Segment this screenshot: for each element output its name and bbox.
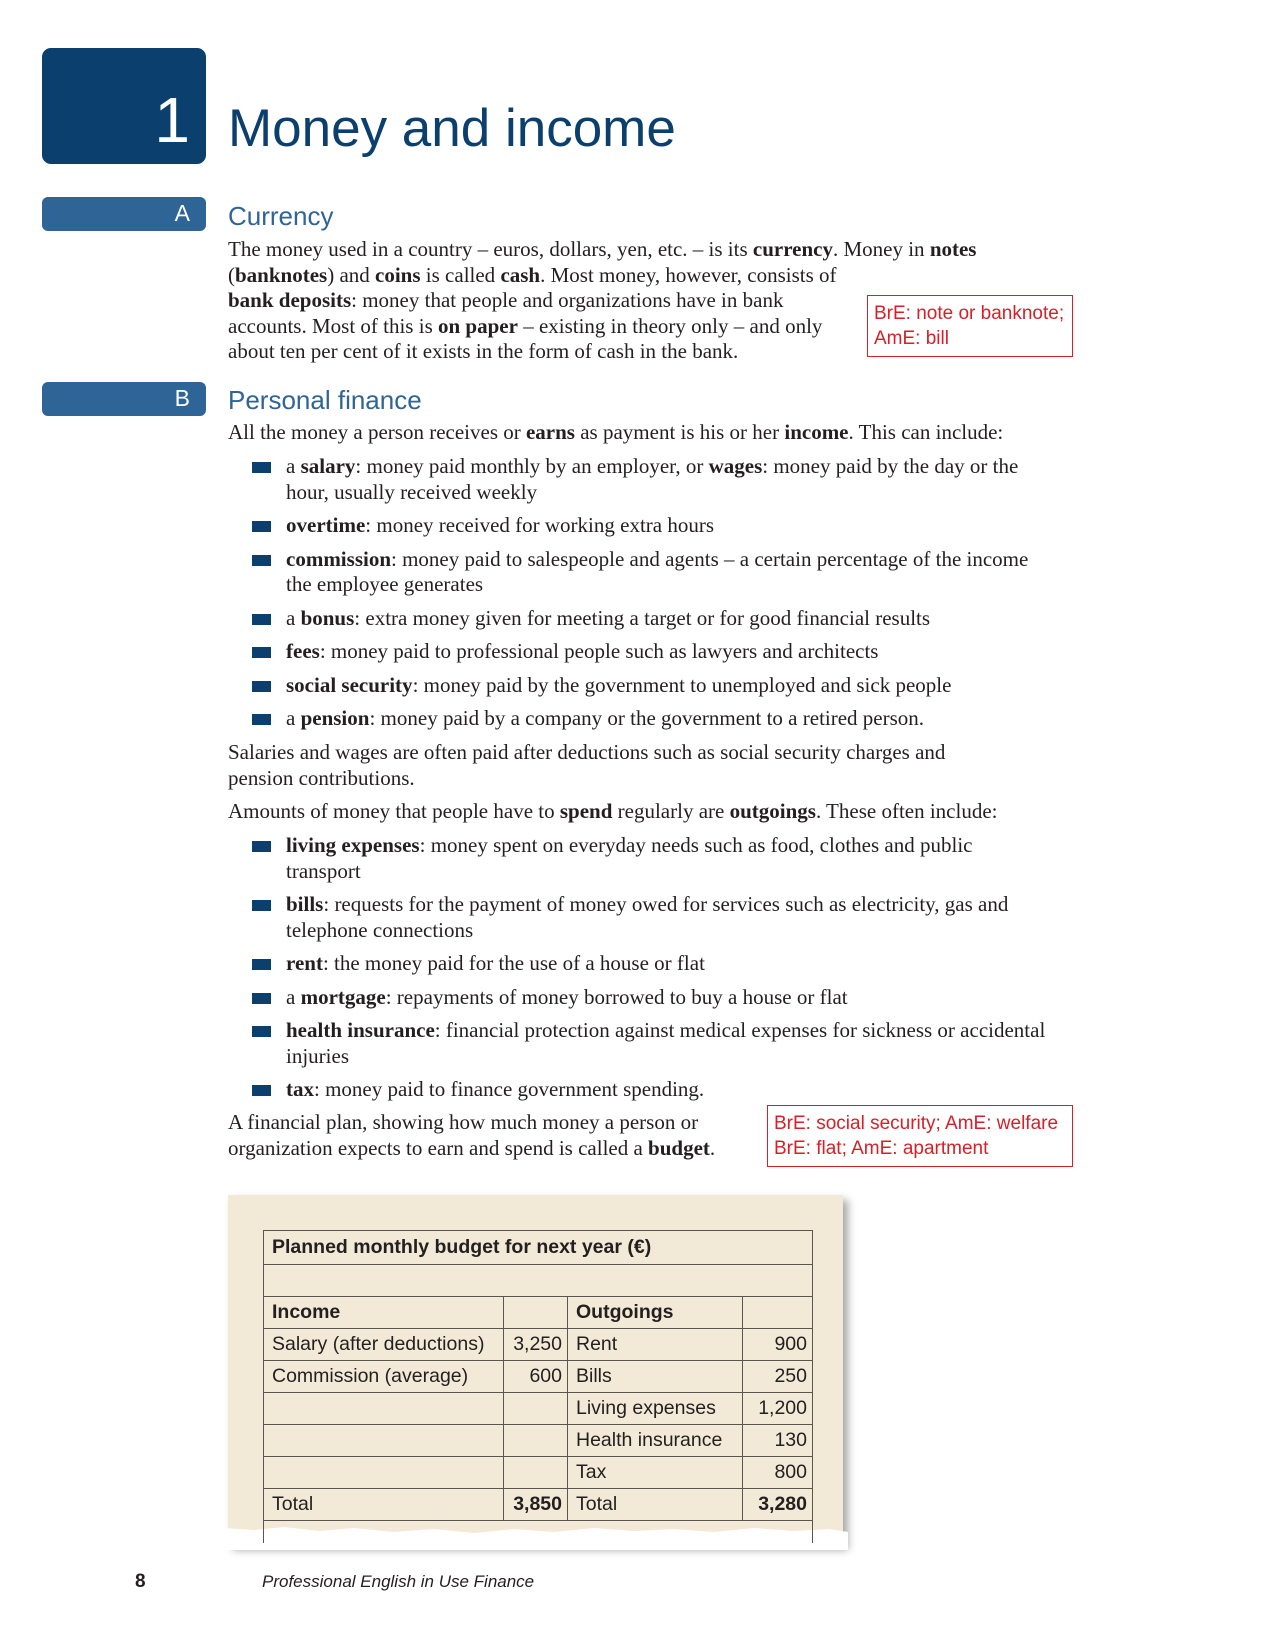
key-term: wages	[708, 454, 763, 478]
income-label: Salary (after deductions)	[264, 1329, 504, 1361]
square-bullet-icon	[252, 462, 271, 473]
key-term: cash	[500, 262, 541, 287]
key-term: notes	[929, 237, 977, 261]
page-number: 8	[135, 1571, 146, 1592]
budget-table	[263, 1230, 813, 1543]
section-a-title: Currency	[228, 201, 334, 231]
income-value: 3,250	[504, 1329, 568, 1361]
list-item: overtime: money received for working extra hours	[252, 513, 1082, 539]
list-item: a bonus: extra money given for meeting a target or for good financial results	[252, 606, 1082, 632]
income-list	[252, 454, 1082, 740]
square-bullet-icon	[252, 647, 271, 658]
key-term: income	[784, 420, 849, 444]
square-bullet-icon	[252, 1085, 271, 1096]
currency-language-note	[867, 295, 1073, 357]
square-bullet-icon	[252, 993, 271, 1004]
key-term: bank deposits	[228, 288, 352, 312]
outgoing-value: 800	[743, 1457, 813, 1489]
income-label	[264, 1457, 504, 1489]
unit-title: Money and income	[228, 99, 676, 158]
outgoing-value: 250	[743, 1361, 813, 1393]
list-item: living expenses: money spent on everyday needs such as food, clothes and public transport	[252, 833, 1082, 884]
list-item: a salary: money paid monthly by an employer, or wages: money paid by the day or the hour, usually received weekly	[252, 454, 1082, 505]
key-term: social security	[286, 672, 413, 697]
key-term: bills	[286, 892, 324, 916]
key-term: tax	[286, 1077, 314, 1101]
outgoing-label: Bills	[568, 1361, 743, 1393]
key-term: currency	[752, 237, 833, 261]
key-term: overtime	[286, 513, 366, 537]
table-row	[264, 1393, 813, 1425]
section-b-tab	[42, 382, 206, 416]
key-term: budget	[648, 1135, 710, 1160]
outgoings-total-value: 3,280	[743, 1489, 813, 1521]
note-line: BrE: note or banknote;	[874, 303, 1065, 324]
income-label	[264, 1425, 504, 1457]
unit-number: 1	[154, 84, 190, 156]
list-item: rent: the money paid for the use of a house or flat	[252, 951, 1082, 977]
outgoing-label: Tax	[568, 1457, 743, 1489]
square-bullet-icon	[252, 521, 271, 532]
currency-paragraph: The money used in a country – euros, dollars, yen, etc. – is its currency. Money in notes (banknotes) and coins is called cash. Most money, however, consists of bank deposits: money that people and organizations have in bank accounts. Most of this is on paper – existing in theory only – and only about ten per cent of it exists in the form of cash in the bank.	[228, 237, 977, 363]
book-title-footer: Professional English in Use Finance	[262, 1572, 535, 1591]
note-line: BrE: flat; AmE: apartment	[774, 1138, 989, 1159]
income-header: Income	[264, 1297, 504, 1329]
outgoing-value: 1,200	[743, 1393, 813, 1425]
budget-torn-row	[264, 1521, 813, 1543]
outgoings-intro: Amounts of money that people have to spend regularly are outgoings. These often include:	[228, 799, 998, 823]
income-value: 600	[504, 1361, 568, 1393]
deductions-paragraph: Salaries and wages are often paid after deductions such as social security charges and pension contributions.	[228, 740, 946, 790]
list-item: a pension: money paid by a company or the government to a retired person.	[252, 706, 1082, 732]
list-item: a mortgage: repayments of money borrowed to buy a house or flat	[252, 985, 1082, 1011]
key-term: living expenses	[286, 833, 420, 857]
outgoing-label: Living expenses	[568, 1393, 743, 1425]
key-term: on paper	[438, 313, 518, 338]
key-term: pension	[300, 706, 370, 730]
list-item: social security: money paid by the government to unemployed and sick people	[252, 673, 1082, 699]
budget-table-title: Planned monthly budget for next year (€)	[264, 1231, 813, 1265]
outgoings-total-label: Total	[568, 1489, 743, 1521]
key-term: salary	[300, 454, 356, 478]
table-row	[264, 1425, 813, 1457]
section-b-letter: B	[174, 385, 190, 411]
square-bullet-icon	[252, 714, 271, 725]
section-a-tab	[42, 197, 206, 231]
income-value	[504, 1393, 568, 1425]
outgoing-label: Rent	[568, 1329, 743, 1361]
key-term: fees	[286, 639, 320, 663]
key-term: banknotes	[235, 262, 328, 287]
income-total-label: Total	[264, 1489, 504, 1521]
square-bullet-icon	[252, 900, 271, 911]
key-term: coins	[375, 262, 421, 287]
list-item: tax: money paid to finance government spending.	[252, 1077, 1082, 1103]
outgoings-header: Outgoings	[568, 1297, 743, 1329]
key-term: spend	[559, 799, 613, 823]
income-total-value: 3,850	[504, 1489, 568, 1521]
outgoing-label: Health insurance	[568, 1425, 743, 1457]
table-row	[264, 1361, 813, 1393]
income-header-value	[504, 1297, 568, 1329]
list-item: health insurance: financial protection against medical expenses for sickness or accidental injuries	[252, 1018, 1082, 1069]
key-term: bonus	[300, 605, 355, 630]
outgoings-list	[252, 833, 1082, 1111]
square-bullet-icon	[252, 1026, 271, 1037]
square-bullet-icon	[252, 841, 271, 852]
list-item: fees: money paid to professional people such as lawyers and architects	[252, 639, 1082, 665]
budget-empty-row	[264, 1265, 813, 1297]
table-row	[264, 1329, 813, 1361]
outgoings-header-value	[743, 1297, 813, 1329]
outgoing-value: 900	[743, 1329, 813, 1361]
income-label	[264, 1393, 504, 1425]
table-row-total	[264, 1489, 813, 1521]
outgoing-value: 130	[743, 1425, 813, 1457]
income-value	[504, 1457, 568, 1489]
section-b-title: Personal finance	[228, 385, 422, 415]
note-line: AmE: bill	[874, 328, 949, 349]
budget-paragraph: A financial plan, showing how much money a person or organization expects to earn and spend is called a budget.	[228, 1110, 716, 1160]
list-item: bills: requests for the payment of money owed for services such as electricity, gas and telephone connections	[252, 892, 1082, 943]
key-term: earns	[525, 420, 575, 444]
square-bullet-icon	[252, 681, 271, 692]
key-term: outgoings	[729, 799, 816, 823]
income-intro: All the money a person receives or earns as payment is his or her income. This can include:	[228, 420, 1004, 444]
key-term: mortgage	[300, 984, 386, 1009]
square-bullet-icon	[252, 959, 271, 970]
key-term: rent	[286, 951, 323, 975]
square-bullet-icon	[252, 614, 271, 625]
list-item: commission: money paid to salespeople and agents – a certain percentage of the income the employee generates	[252, 547, 1082, 598]
income-label: Commission (average)	[264, 1361, 504, 1393]
section-a-letter: A	[174, 200, 190, 226]
table-row	[264, 1457, 813, 1489]
key-term: health insurance	[286, 1018, 435, 1042]
income-value	[504, 1425, 568, 1457]
key-term: commission	[286, 546, 391, 571]
finance-language-note	[767, 1105, 1073, 1167]
note-line: BrE: social security; AmE: welfare	[774, 1113, 1059, 1134]
square-bullet-icon	[252, 555, 271, 566]
